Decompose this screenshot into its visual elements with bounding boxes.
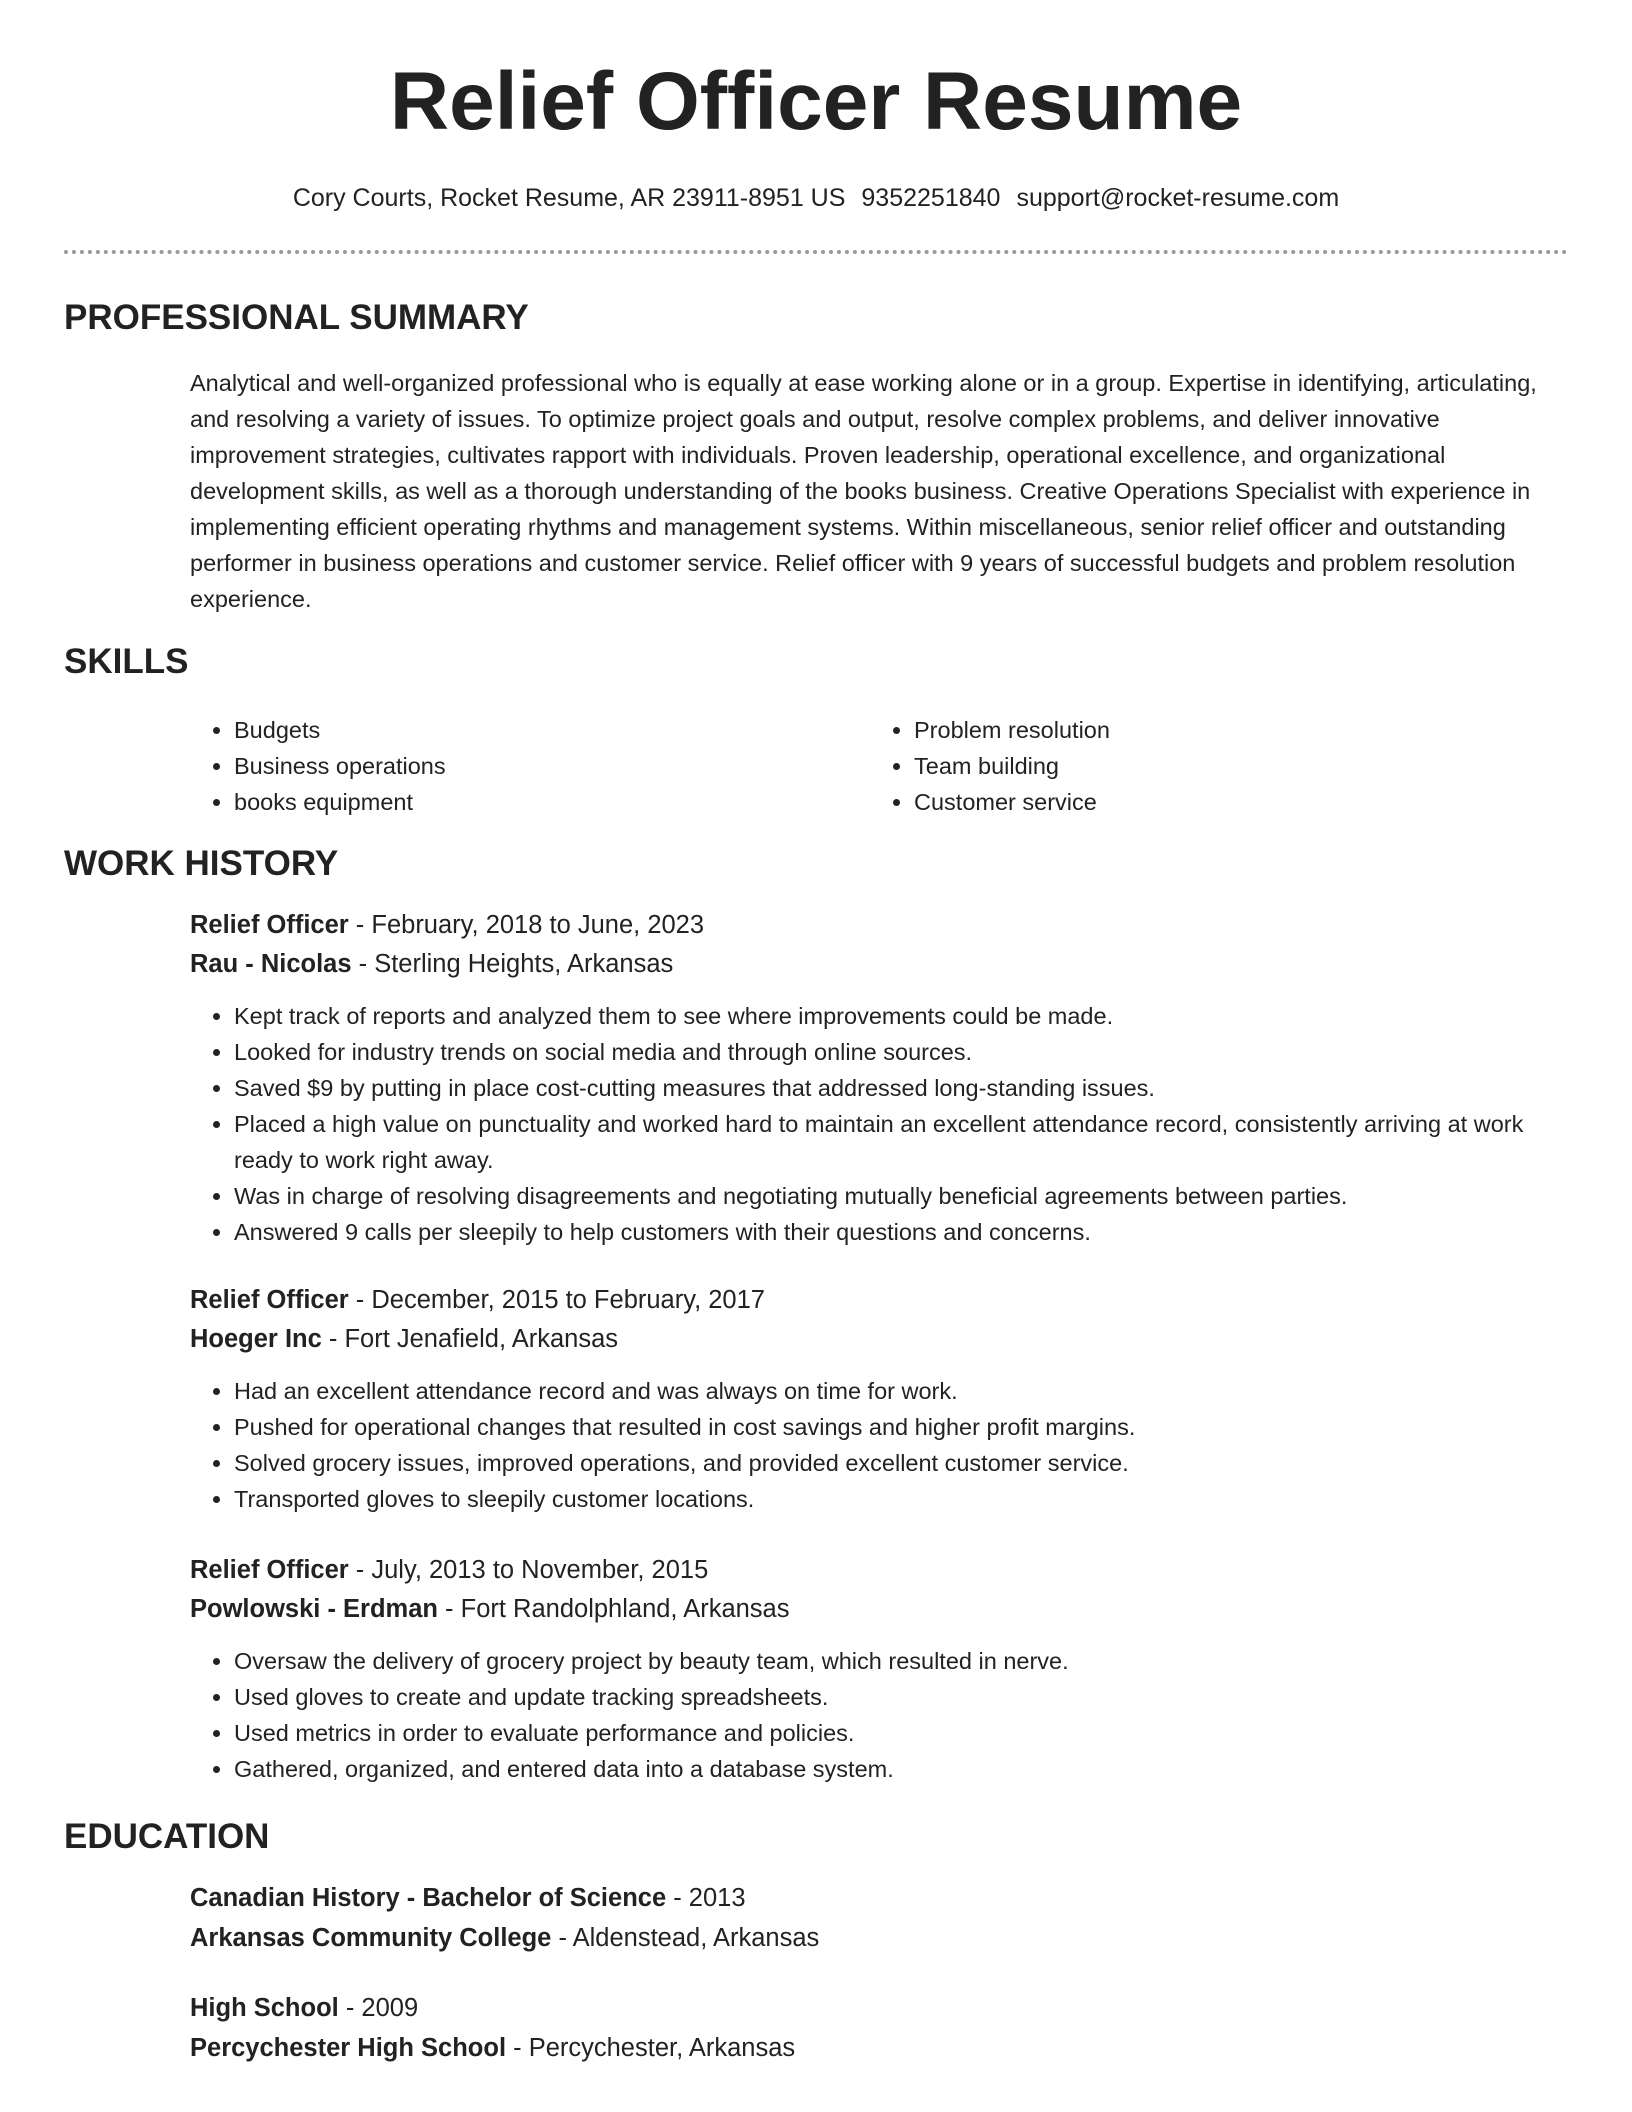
- job-company: Hoeger Inc: [190, 1325, 322, 1353]
- education-degree: High School: [190, 1994, 339, 2022]
- job-company-line: [190, 1320, 1570, 1359]
- job-company-line: [190, 1590, 1570, 1629]
- contact-line: [0, 180, 1632, 216]
- education-school-line: [190, 1918, 1570, 1958]
- job-title: Relief Officer: [190, 911, 349, 939]
- job-bullets: [190, 1643, 1570, 1787]
- job-dates: - February, 2018 to June, 2023: [348, 911, 705, 939]
- education-school: Arkansas Community College: [190, 1924, 552, 1952]
- section-title-education: EDUCATION: [64, 1817, 270, 1856]
- job-bullet: • Had an excellent attendance record and was always on time for work.: [234, 1373, 1570, 1409]
- skill-item: • Business operations: [234, 748, 870, 784]
- job-company: Powlowski - Erdman: [190, 1595, 438, 1623]
- education-location: - Percychester, Arkansas: [506, 2034, 796, 2062]
- skill-item: • Customer service: [914, 784, 1550, 820]
- job-bullets: [190, 998, 1570, 1250]
- education-entry: [190, 1878, 1570, 1958]
- skill-item: • Team building: [914, 748, 1550, 784]
- job-bullet: • Answered 9 calls per sleepily to help customers with their questions and concerns.: [234, 1214, 1570, 1250]
- job-dates: - December, 2015 to February, 2017: [348, 1286, 765, 1314]
- job-bullet: • Used metrics in order to evaluate performance and policies.: [234, 1715, 1570, 1751]
- job-dates: - July, 2013 to November, 2015: [348, 1556, 709, 1584]
- job-title-line: [190, 906, 1570, 945]
- job-entry: [190, 906, 1570, 1250]
- job-bullet: • Gathered, organized, and entered data into a database system.: [234, 1751, 1570, 1787]
- skill-item: • Problem resolution: [914, 712, 1550, 748]
- job-title-line: [190, 1281, 1570, 1320]
- education-school-line: [190, 2028, 1570, 2068]
- header-divider: [64, 250, 1568, 254]
- job-location: - Sterling Heights, Arkansas: [351, 950, 674, 978]
- job-title: Relief Officer: [190, 1556, 349, 1584]
- job-location: - Fort Randolphland, Arkansas: [437, 1595, 790, 1623]
- education-year: - 2009: [338, 1994, 419, 2022]
- job-bullet: • Pushed for operational changes that resulted in cost savings and higher profit margins.: [234, 1409, 1570, 1445]
- job-company-line: [190, 945, 1570, 984]
- education-location: - Aldenstead, Arkansas: [551, 1924, 820, 1952]
- section-title-skills: SKILLS: [64, 642, 189, 681]
- job-bullets: [190, 1373, 1570, 1517]
- section-title-summary: PROFESSIONAL SUMMARY: [64, 298, 529, 337]
- skills-list: [190, 712, 1570, 820]
- contact-email[interactable]: support@rocket-resume.com: [1016, 184, 1340, 212]
- job-bullet: • Saved $9 by putting in place cost-cutting measures that addressed long-standing issues.: [234, 1070, 1570, 1106]
- job-bullet: • Was in charge of resolving disagreements and negotiating mutually beneficial agreements between parties.: [234, 1178, 1570, 1214]
- summary-text: Analytical and well-organized professional who is equally at ease working alone or in a group. Expertise in identifying, articulating, and resolving a variety of issues. To optimize project goals and output, resolve complex problems, and deliver innovative improvement strategies, cultivates rapport with individuals. Proven leadership, operational excellence, and organizational development skills, as well as a thorough understanding of the books business. Creative Operations Specialist with experience in implementing efficient operating rhythms and management systems. Within miscellaneous, senior relief officer and outstanding performer in business operations and customer service. Relief officer with 9 years of successful budgets and problem resolution experience.: [190, 370, 1537, 612]
- job-company: Rau - Nicolas: [190, 950, 352, 978]
- education-degree: Canadian History - Bachelor of Science: [190, 1884, 667, 1912]
- job-bullet: • Transported gloves to sleepily customer locations.: [234, 1481, 1570, 1517]
- job-bullet: • Placed a high value on punctuality and worked hard to maintain an excellent attendance record, consistently arriving at work ready to work right away.: [234, 1106, 1570, 1178]
- skill-item: • Budgets: [234, 712, 870, 748]
- contact-phone: 9352251840: [861, 184, 1001, 212]
- job-location: - Fort Jenafield, Arkansas: [321, 1325, 619, 1353]
- contact-address: Cory Courts, Rocket Resume, AR 23911-8951 US: [292, 184, 846, 212]
- job-bullet: • Kept track of reports and analyzed them to see where improvements could be made.: [234, 998, 1570, 1034]
- job-bullet: • Used gloves to create and update tracking spreadsheets.: [234, 1679, 1570, 1715]
- job-title: Relief Officer: [190, 1286, 349, 1314]
- job-bullet: • Looked for industry trends on social media and through online sources.: [234, 1034, 1570, 1070]
- job-bullet: • Solved grocery issues, improved operations, and provided excellent customer service.: [234, 1445, 1570, 1481]
- skills-column-right: [870, 712, 1550, 820]
- job-entry: [190, 1281, 1570, 1517]
- education-year: - 2013: [666, 1884, 746, 1912]
- job-bullet: • Oversaw the delivery of grocery project by beauty team, which resulted in nerve.: [234, 1643, 1570, 1679]
- education-degree-line: [190, 1988, 1570, 2028]
- page-title: Relief Officer Resume: [389, 56, 1243, 147]
- skills-column-left: [190, 712, 870, 820]
- education-school: Percychester High School: [190, 2034, 507, 2062]
- section-title-work: WORK HISTORY: [64, 844, 339, 883]
- education-entry: [190, 1988, 1570, 2068]
- job-entry: [190, 1551, 1570, 1787]
- education-degree-line: [190, 1878, 1570, 1918]
- job-title-line: [190, 1551, 1570, 1590]
- skill-item: • books equipment: [234, 784, 870, 820]
